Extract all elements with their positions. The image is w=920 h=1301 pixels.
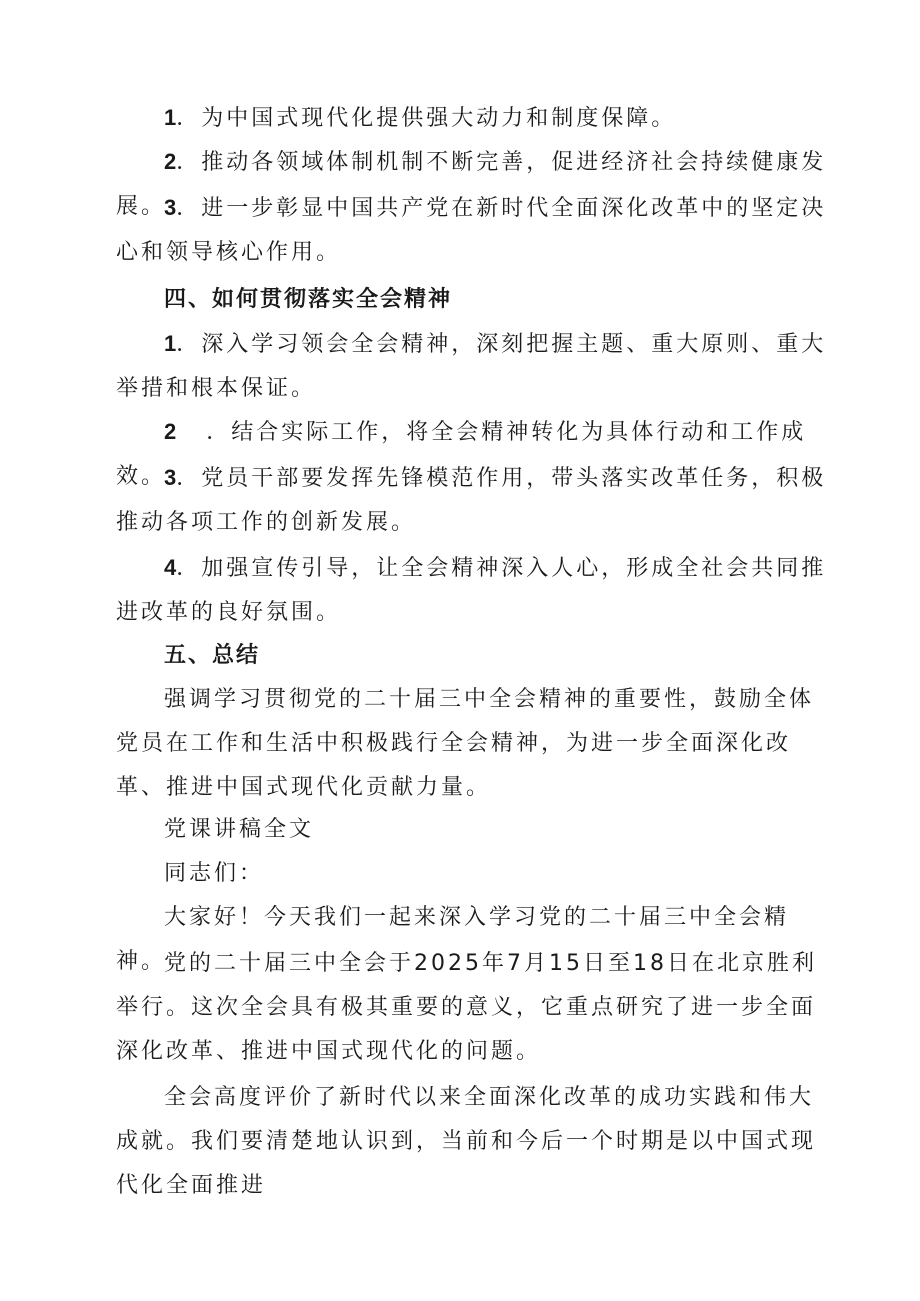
item-number: 2 <box>164 419 177 444</box>
list-item <box>116 456 836 545</box>
item-number: 3 <box>164 195 177 220</box>
item-number: 2 <box>164 149 177 174</box>
item-text: ．推动各领域体制机制不断完善，促进经济社会持续健康发展。 <box>116 150 827 219</box>
item-text: ．进一步彰显中国共产党在新时代全面深化改革中的坚定决心和领导核心作用。 <box>116 196 827 265</box>
item-text: ．结合实际工作，将全会精神转化为具体行动和工作成效。 <box>116 420 807 489</box>
salutation: 同志们： <box>164 861 265 886</box>
item-text: ．为中国式现代化提供强大动力和制度保障。 <box>176 106 677 131</box>
list-item <box>116 186 836 275</box>
list-item <box>116 546 836 635</box>
body-paragraph: 党的二十届三中全会于2025年7月15日至18日在北京胜利举行。这次全会具有极其重要的意义，它重点研究了进一步全面深化改革、推进中国式现代化的问题。 <box>116 951 817 1064</box>
item-text: ．加强宣传引导，让全会精神深入人心，形成全社会共同推进改革的良好氛围。 <box>116 556 827 625</box>
list-item <box>116 96 836 141</box>
body-paragraph: 强调学习贯彻党的二十届三中全会精神的重要性，鼓励全体党员在工作和生活中积极践行全会精神，为进一步全面深化改革、推进中国式现代化贡献力量。 <box>116 687 815 800</box>
item-number: 1 <box>164 105 177 130</box>
list-item <box>116 322 836 411</box>
section-heading: 五、总结 <box>164 643 261 668</box>
item-number: 1 <box>164 331 177 356</box>
body-paragraph: 大家好！今天我们一起来深入学习党的二十届三中全会精神。 <box>116 905 790 974</box>
item-number: 3 <box>164 465 177 490</box>
item-text: ．深入学习领会全会精神，深刻把握主题、重大原则、重大举措和根本保证。 <box>116 332 827 401</box>
section-heading: 四、如何贯彻落实全会精神 <box>164 287 453 312</box>
item-text: ．党员干部要发挥先锋模范作用，带头落实改革任务，积极推动各项工作的创新发展。 <box>116 466 827 535</box>
body-paragraph: 党课讲稿全文 <box>164 817 315 842</box>
body-paragraph: 全会高度评价了新时代以来全面深化改革的成功实践和伟大成就。我们要清楚地认识到，当前和今后一个时期是以中国式现代化全面推进 <box>116 1085 817 1198</box>
item-number: 4 <box>164 555 177 580</box>
